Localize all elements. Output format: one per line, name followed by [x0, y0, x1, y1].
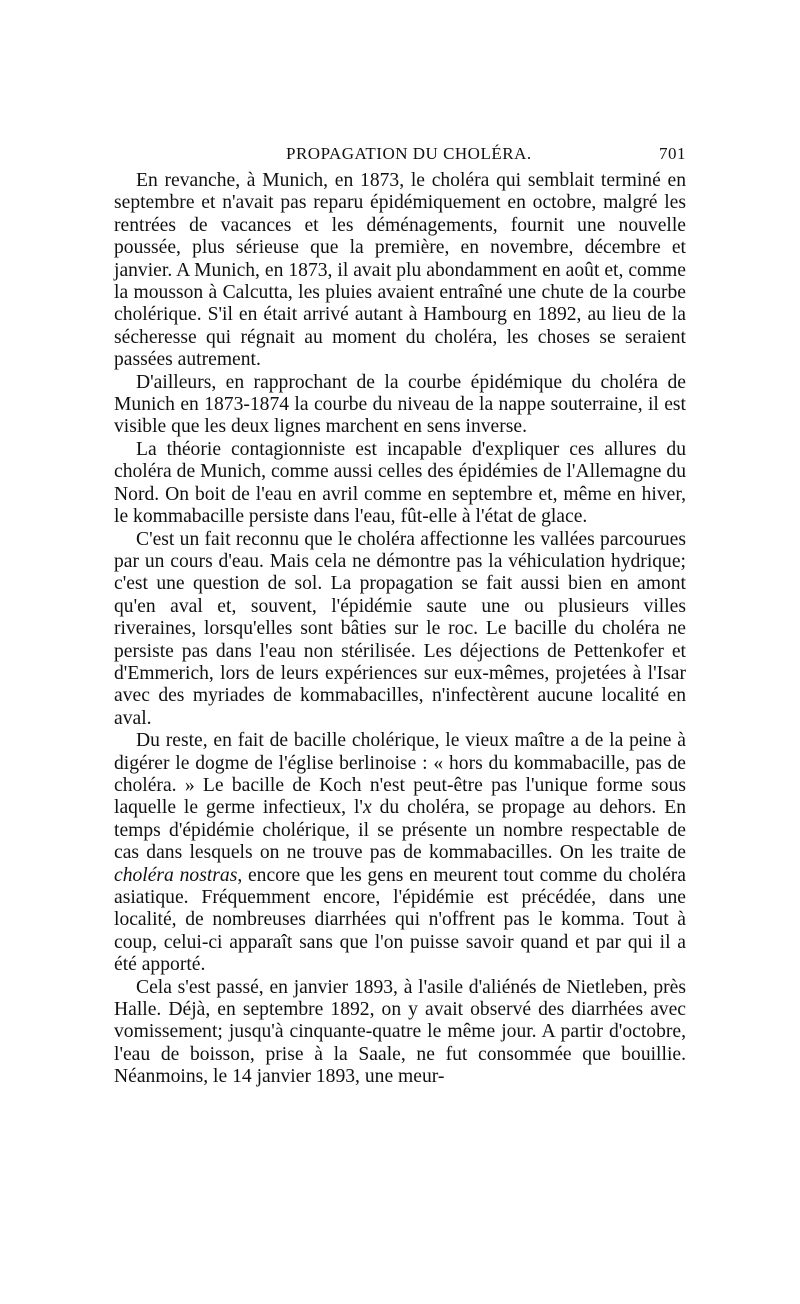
book-page [114, 140, 686, 1089]
paragraph-2: D'ailleurs, en rapprochant de la courbe épidémique du choléra de Munich en 1873-1874 la courbe du niveau de la nappe souterraine, il est visible que les deux lignes marchent en sens inverse. [114, 371, 686, 438]
paragraph-5 [114, 730, 686, 976]
paragraph-5-part-2: du choléra, se propage au dehors. En temps d'épidémie cholérique, il se présente un nombre respectable de cas dans lesquels on ne trouve pas de kommabacilles. On les traite de [114, 797, 686, 864]
running-head [114, 140, 686, 170]
body-text [114, 170, 686, 1089]
running-title: PROPAGATION DU CHOLÉRA. [286, 144, 532, 163]
paragraph-5-part-3: , encore que les gens en meurent tout comme du choléra asiatique. Fréquemment encore, l'épidémie est précédée, dans une localité, de nombreuses diarrhées qui n'offrent pas le komma. Tout à coup, celui-ci apparaît sans que l'on puisse savoir quand et par qui il a été apporté. [114, 864, 687, 976]
italic-cholera-nostras: choléra nostras [114, 864, 238, 886]
paragraph-6: Cela s'est passé, en janvier 1893, à l'asile d'aliénés de Nietleben, près Halle. Déjà, en septembre 1892, on y avait observé des diarrhées avec vomissement; jusqu'à cinquante-quatre le même jour. A partir d'octobre, l'eau de boisson, prise à la Saale, ne fut consommée que bouillie. Néanmoins, le 14 janvier 1893, une meur- [114, 976, 686, 1088]
paragraph-5-part-1: Du reste, en fait de bacille cholérique, le vieux maître a de la peine à digérer le dogme de l'église berlinoise : « hors du kommabacille, pas de choléra. » Le bacille de Koch n'est peut-être pas l'unique forme sous laquelle le germe infectieux, l' [114, 730, 686, 819]
italic-x: x [362, 797, 372, 819]
paragraph-4: C'est un fait reconnu que le choléra affectionne les vallées parcourues par un cours d'eau. Mais cela ne démontre pas la véhiculation hydrique; c'est une question de sol. La propagation se fait aussi bien en amont qu'en aval et, souvent, l'épidémie saute une ou plusieurs villes riveraines, lorsqu'elles sont bâties sur le roc. Le bacille du choléra ne persiste pas dans l'eau non stérilisée. Les déjections de Pettenkofer et d'Emmerich, lors de leurs expériences sur eux-mêmes, projetées à l'Isar avec des myriades de kommabacilles, n'infectèrent aucune localité en aval. [114, 528, 686, 729]
paragraph-1: En revanche, à Munich, en 1873, le choléra qui semblait terminé en septembre et n'avait pas reparu épidémiquement en octobre, malgré les rentrées de vacances et les déménagements, fournit une nouvelle poussée, plus sérieuse que la première, en novembre, décembre et janvier. A Munich, en 1873, il avait plu abondamment en août et, comme la mousson à Calcutta, les pluies avaient entraîné une chute de la courbe cholérique. S'il en était arrivé autant à Hambourg en 1892, au lieu de la sécheresse qui régnait au moment du choléra, les choses se seraient passées autrement. [114, 170, 686, 371]
paragraph-3: La théorie contagionniste est incapable d'expliquer ces allures du choléra de Munich, comme aussi celles des épidémies de l'Allemagne du Nord. On boit de l'eau en avril comme en septembre et, même en hiver, le kommabacille persiste dans l'eau, fût-elle à l'état de glace. [114, 438, 686, 528]
page-number: 701 [659, 144, 686, 163]
